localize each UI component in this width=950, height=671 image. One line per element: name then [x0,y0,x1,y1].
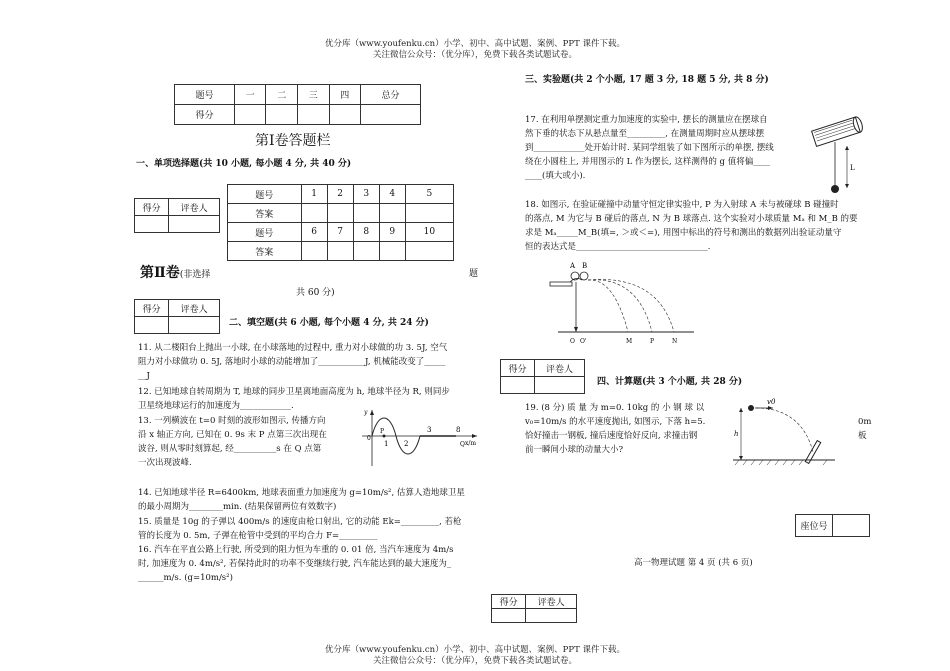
grader-reviewer-cell[interactable] [169,317,220,334]
grader-reviewer-label: 评卷人 [526,595,577,609]
collision-mark-m: M [626,338,633,345]
q19-line2: v₀=10m/s 的水平速度抛出, 如图示, 下落 h=5. [525,417,706,427]
score-cell[interactable] [329,105,361,125]
projectile-v0-label: v0 [767,398,776,406]
q14-line2: 的最小周期为________min. (结果保留两位有效数字) [138,502,337,512]
answer-label: 答案 [228,242,302,261]
q11-line1: 11. 从二楼阳台上抛出一小球, 在小球落地的过程中, 重力对小球做的功 3. 5J, 空气 [138,343,448,353]
part2-title [140,262,210,282]
seat-number-cell[interactable] [833,515,870,537]
q15-line1: 15. 质量是 10g 的子弹以 400m/s 的速度由枪口射出, 它的动能 Ek=_________, 若枪 [138,517,462,527]
q19-right-text2: 板 [858,431,867,441]
pendulum-l-label: L [850,164,855,172]
q12-line1: 12. 已知地球自转周期为 T, 地球的同步卫星离地面高度为 h, 地球半径为 R, 则同步 [138,387,450,397]
projectile-h-label: h [734,430,739,438]
q17-line3: 到____________处开始计时. 某同学组装了如下图所示的单摆, 摆线 [525,143,774,153]
score-cell[interactable] [266,105,298,125]
grader-score-cell[interactable] [492,609,526,623]
pendulum-figure [805,112,867,196]
answer-cell[interactable] [301,242,327,261]
q18-line2: 的落点, M 为它与 B 碰后的落点, N 为 B 球落点. 这个实验对小球质量 Mₐ 和 M_B 的要 [525,214,858,224]
score-header: 题号 [175,85,235,105]
answer-qnum: 3 [353,185,379,204]
answer-cell[interactable] [379,242,405,261]
wave-tick-1: 1 [384,440,389,448]
section3-heading: 三、实验题(共 2 个小题, 17 题 3 分, 18 题 5 分, 共 8 分) [525,75,769,85]
grader-reviewer-label: 评卷人 [169,199,220,216]
q11-line3: __J [138,371,150,381]
score-header: 一 [234,85,266,105]
score-cell[interactable] [297,105,329,125]
q14-line1: 14. 已知地球半径 R=6400km, 地球表面重力加速度为 g=10m/s², 估算人造地球卫星 [138,488,465,498]
score-header: 四 [329,85,361,105]
q17-line2: 然下垂的状态下从悬点量至_________, 在测量周期时应从摆球摆 [525,129,765,139]
q12-line2: 卫星绕地球运行的加速度为____________. [138,401,294,411]
wave-tick-2: 2 [404,440,409,448]
watermark-top-line2: 关注微信公众号：（优分库），免费下载各类试题试卷。 [372,50,577,60]
score-cell[interactable] [361,105,421,125]
grader-reviewer-cell[interactable] [169,216,220,233]
wave-tick-3: 3 [427,426,432,434]
answer-cell[interactable] [405,242,453,261]
collision-a-label: A [570,262,576,270]
score-header: 总分 [361,85,421,105]
q16-line1: 16. 汽车在平直公路上行驶, 所受到的阻力恒为车重的 0. 01 倍, 当汽车速度为 4m/s [138,545,454,555]
grader-reviewer-label: 评卷人 [534,360,584,377]
q15-line2: 管的长度为 0. 5m, 子弹在枪管中受到的平均合力 F=_________ [138,531,378,541]
part2-title-end: 题 [469,269,479,279]
wave-y-label: y [364,409,368,416]
collision-b-label: B [582,262,588,270]
grader-reviewer-label: 评卷人 [169,300,220,317]
answer-cell[interactable] [353,242,379,261]
wave-p-label: P [380,428,385,435]
q18-line4: 恒的表达式是_______________________________. [525,242,711,252]
answer-qnum: 8 [353,223,379,242]
collision-mark-o: O [570,338,575,345]
answer-qnum: 5 [405,185,453,204]
q19-right-text1: 0m [858,417,872,427]
q17-line4: 绕在小圆柱上, 并用图示的 L 作为摆长, 这样测得的 g 值将偏____ [525,157,771,167]
section2-heading: 二、填空题(共 6 小题, 每个小题 4 分, 共 24 分) [229,318,429,328]
grader-reviewer-cell[interactable] [526,609,577,623]
answer-qnum: 10 [405,223,453,242]
score-row-label: 得分 [175,105,235,125]
grader-score-label: 得分 [501,360,535,377]
grader-table-4 [491,594,577,623]
answer-cell[interactable] [327,242,353,261]
q13-line4: 一次出现波峰. [138,458,192,468]
score-header: 二 [266,85,298,105]
answer-row-label: 题号 [228,185,302,204]
part1-title: 第Ⅰ卷答题栏 [255,133,331,149]
q16-line3: ______m/s. (g=10m/s²) [138,573,233,583]
grader-table-1 [134,198,220,233]
q13-line1: 13. 一列横波在 t=0 时刻的波形如图示, 传播方向 [138,416,326,426]
answer-qnum: 7 [327,223,353,242]
part2-title-big: 第Ⅱ卷 [140,265,180,281]
q13-line3: 波谷, 则从零时刻算起, 经__________s 在 Q 点第 [138,444,322,454]
grader-score-label: 得分 [135,300,169,317]
q11-line2: 阻力对小球做功 0. 5J, 落地时小球的动能增加了___________J, 机械能改变了_____ [138,357,446,367]
answer-qnum: 9 [379,223,405,242]
answer-cell[interactable] [301,204,327,223]
collision-figure [548,262,698,346]
collision-mark-n: N [672,338,678,345]
collision-mark-p: P [650,338,655,345]
q19-line3: 恰好撞击一钢板, 撞后速度恰好反向, 求撞击钢 [525,431,698,441]
part2-title-small: (非选择 [179,270,211,280]
wave-x-label: x/m [465,440,477,447]
answer-cell[interactable] [353,204,379,223]
wave-tick-0: 0 [367,435,371,442]
score-cell[interactable] [234,105,266,125]
answer-qnum: 4 [379,185,405,204]
page-footer: 高一物理试题 第 4 页 (共 6 页) [634,558,753,568]
grader-table-2 [134,299,220,334]
q17-line5: ____(填大或小). [525,171,586,181]
q18-line1: 18. 如图示, 在验证碰撞中动量守恒定律实验中, P 为入射球 A 未与被碰球 B 碰撞时 [525,200,839,210]
answer-label: 答案 [228,204,302,223]
score-table [174,84,421,125]
answer-cell[interactable] [327,204,353,223]
q13-line2: 沿 x 轴正方向, 已知在 0. 9s 末 P 点第三次出现在 [138,430,327,440]
score-header: 三 [297,85,329,105]
answer-qnum: 1 [301,185,327,204]
projectile-figure [731,396,841,468]
watermark-top-line1: 优分库（www.youfenku.cn）小学、初中、高中试题、案例、PPT 课件下载。 [325,39,625,49]
watermark-bottom-line2: 关注微信公众号：（优分库），免费下载各类试题试卷。 [372,656,577,666]
q16-line2: 时, 加速度为 0. 4m/s², 若保持此时的功率不变继续行驶, 汽车能达到的最大速度为_ [138,559,452,569]
answer-qnum: 6 [301,223,327,242]
wave-q-label: Q [460,441,465,448]
section4-heading: 四、计算题(共 3 个小题, 共 28 分) [597,377,743,387]
seat-number-label: 座位号 [796,515,833,537]
part2-title-line2: 共 60 分) [296,288,335,298]
grader-table-3 [500,359,585,394]
wave-tick-8: 8 [456,426,461,434]
seat-number-table [795,514,870,537]
watermark-bottom-line1: 优分库（www.youfenku.cn）小学、初中、高中试题、案例、PPT 课件下载。 [325,645,625,655]
grader-score-cell[interactable] [501,377,535,394]
q19-line1: 19. (8 分) 质 量 为 m=0. 10kg 的 小 钢 球 以 [525,403,705,413]
answer-cell[interactable] [379,204,405,223]
section1-heading: 一、单项选择题(共 10 小题, 每小题 4 分, 共 40 分) [136,159,352,169]
grader-score-cell[interactable] [135,317,169,334]
answer-qnum: 2 [327,185,353,204]
grader-score-label: 得分 [492,595,526,609]
collision-mark-o2: O' [580,338,587,345]
q17-line1: 17. 在利用单摆测定重力加速度的实验中, 摆长的测量应在摆球自 [525,115,768,125]
answer-row-label: 题号 [228,223,302,242]
grader-reviewer-cell[interactable] [534,377,584,394]
wave-figure [362,408,482,468]
q18-line3: 求是 Mₐ_____M_B(填=, ＞或＜=), 用图中标出的符号和测出的数据列出验证动量守 [525,228,842,238]
answer-table [227,184,454,261]
answer-cell[interactable] [405,204,453,223]
q19-line4: 前一瞬间小球的动量大小? [525,445,624,455]
grader-score-label: 得分 [135,199,169,216]
grader-score-cell[interactable] [135,216,169,233]
